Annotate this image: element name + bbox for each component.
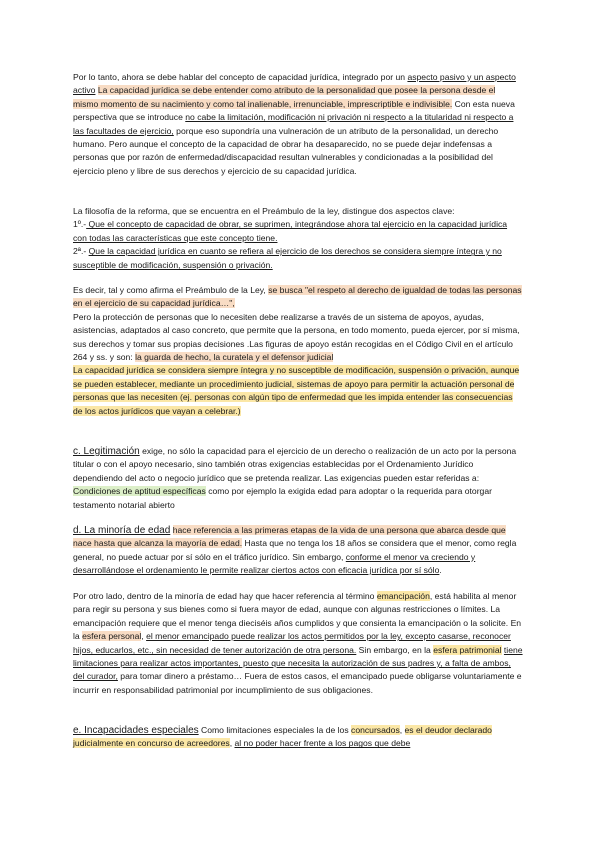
highlighted-text: emancipación [376, 591, 430, 601]
highlighted-text: concursados [351, 725, 400, 735]
text: Pero la protección de personas que lo necesiten debe realizarse a través de un sistema de apoyos, ayudas, asistencias, adaptados al caso concreto, que permite que la persona, en todo momento, pueda ejercer, por sí misma, sus derechos y tomar sus propias decisiones .Las figuras de apoyo están recogidas en el Código Civil en el artículo 264 y ss. y son: [73, 311, 520, 363]
text: , [141, 631, 147, 642]
text: Por lo tanto, ahora se debe hablar del concepto de capacidad jurídica, integrado por un [73, 72, 408, 82]
text: , está habilita al menor para regir su persona y sus bienes como si fuera mayor de edad, aunque con algunas restricciones o límites. La emancipación requiere que el menor tenga dieciséis años cumplidos y que consienta la emancipación o la solicite. En la [73, 591, 522, 642]
text: Con esta nueva perspectiva que se introduce [73, 98, 515, 123]
highlighted-text: la guarda de hecho, la curatela y el defensor judicial [135, 352, 334, 363]
highlighted-text: La capacidad jurídica se considera siempre íntegra y no susceptible de modificación, suspensión o privación, aunque se pueden establecer, mediante un procedimiento judicial, sistemas de apoyo para permitir la actuación personal de personas que las necesiten (ej. personas con algún tipo de enfermedad que les impida entender las consecuencias de los actos jurídicos que vayan a celebrar.) [73, 365, 520, 416]
highlighted-text: esfera patrimonial [433, 644, 502, 655]
text: La filosofía de la reforma, que se encuentra en el Preámbulo de la ley, distingue dos aspectos clave: [73, 206, 455, 216]
highlighted-text: La capacidad jurídica se debe entender como atributo de la personalidad que posee la persona desde el mismo momento de su nacimiento y como tal inalienable, irrenunciable, imprescriptible e indivisible. [73, 85, 496, 109]
text: Sin embargo, en la [356, 644, 434, 655]
text: 1º.- [73, 219, 87, 230]
underlined-text: al no poder hacer frente a los pagos que debe [234, 738, 411, 749]
paragraph-legitimacion [73, 445, 523, 512]
underlined-text: Que el concepto de capacidad de obrar, se suprimen, integrándose ahora tal ejercicio en la capacidad jurídica con todas las características que este concepto tiene. [73, 219, 508, 243]
underlined-text: conforme el menor va creciendo y desarrollándose el ordenamiento le permite realizar ciertos actos con eficacia jurídica por sí sólo [73, 551, 476, 576]
text: exige, no sólo la capacidad para el ejercicio de un derecho o realización de un acto por la persona titular o con el apoyo necesario, sino también otras exigencias establecidas por el Ordenamiento Jurídico dependiendo del acto o negocio jurídico que se pretenda realizar. Las exigencias pueden estar referidas a: [73, 446, 517, 483]
underlined-text: aspecto pasivo y un aspecto activo [73, 72, 516, 96]
paragraph-minoria-edad [73, 524, 523, 578]
highlighted-text: es el deudor declarado judicialmente en concurso de acreedores [73, 725, 492, 749]
highlighted-text: esfera personal [82, 631, 142, 642]
text: Es decir, tal y como afirma el Preámbulo de la Ley, [73, 285, 269, 295]
paragraph-emancipacion [73, 590, 523, 697]
paragraph-filosofia-reforma [73, 205, 523, 272]
text: , [229, 738, 235, 749]
text: Como limitaciones especiales la de los [198, 725, 352, 735]
paragraph-incapacidades-especiales [73, 724, 523, 751]
text: Por otro lado, dentro de la minoría de edad hay que hacer referencia al término [73, 591, 377, 601]
underlined-text: no cabe la limitación, modificación ni privación ni respecto a la titularidad ni respecto a las facultades de ejercicio, [73, 112, 514, 136]
text: como por ejemplo la exigida edad para adoptar o la requerida para otorgar testamento notarial abierto [73, 486, 492, 510]
text: Hasta que no tenga los 18 años se considera que el menor, como regla general, no puede actuar por sí sólo en el tráfico jurídico. Sin embargo, [73, 538, 517, 562]
underlined-text: Que la capacidad jurídica en cuanto se refiera al ejercicio de los derechos se considera siempre íntegra y no susceptible de modificación, suspensión o privación. [73, 246, 502, 270]
highlighted-text: hace referencia a las primeras etapas de la vida de una persona que abarca desde que nace hasta que alcanza la mayoría de edad. [73, 525, 506, 549]
text: 2ª.- [73, 246, 89, 257]
paragraph-preambulo [73, 284, 523, 418]
paragraph-capacidad-juridica [73, 71, 523, 178]
text: , [399, 725, 405, 735]
text: . [439, 565, 442, 576]
text: para tomar dinero a préstamo… Fuera de estos casos, el emancipado puede obligarse voluntariamente e incurrir en responsabilidad patrimonial por incumplimiento de sus obligaciones. [73, 671, 522, 695]
highlighted-text: Condiciones de aptitud específicas [73, 486, 206, 497]
underlined-text: el menor emancipado puede realizar los actos permitidos por la ley, excepto casarse, reconocer hijos, educarlos, etc., sin necesidad de tener autorización de otra persona. [73, 631, 511, 655]
underlined-text: tiene limitaciones para realizar actos importantes, puesto que necesita la autorización de sus padres y, a falta de ambos, del curador, [73, 644, 523, 682]
section-heading: d. La minoría de edad [73, 525, 171, 536]
highlighted-text: se busca "el respeto al derecho de igualdad de todas las personas en el ejercicio de su capacidad jurídica…", [73, 285, 522, 309]
text: porque eso supondría una vulneración de un atributo de la personalidad, un derecho humano. Pero aunque el concepto de la capacidad de obrar ha desaparecido, no se puede dejar indefensas a personas que por razón de enfermedad/discapacidad resultan vulnerables y condicionadas a la posibilidad del ejercicio pleno y libre de sus derechos y ejercicio de su capacidad jurídica. [73, 125, 499, 176]
section-heading: e. Incapacidades especiales [73, 725, 199, 736]
section-heading: c. Legitimación [73, 446, 140, 457]
